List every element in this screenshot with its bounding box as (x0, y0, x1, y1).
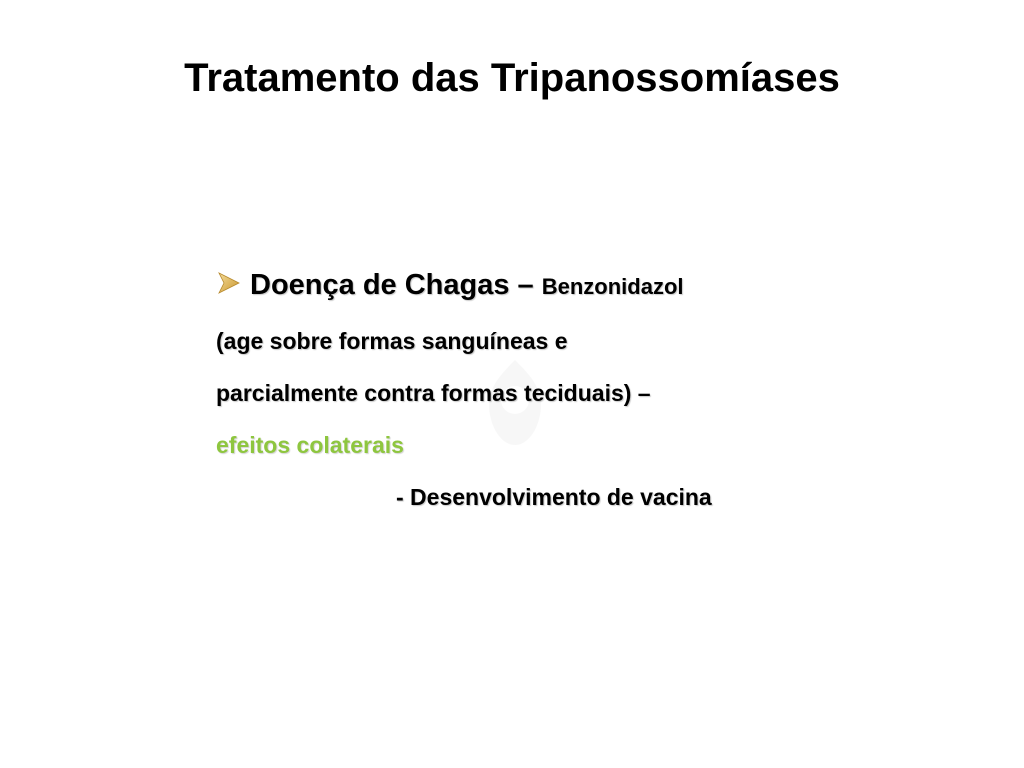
disease-name: Doença de Chagas – (250, 269, 542, 301)
bullet-heading-line (216, 262, 684, 310)
description-line-1: (age sobre formas sanguíneas e (216, 328, 568, 354)
side-effects-text: efeitos colaterais (216, 432, 404, 458)
slide-title: Tratamento das Tripanossomíases (184, 56, 840, 100)
arrow-bullet-icon (216, 270, 242, 296)
vaccine-development-text: - Desenvolvimento de vacina (396, 484, 712, 510)
drug-name: Benzonidazol (541, 274, 684, 299)
description-line-2: parcialmente contra formas teciduais) – (216, 380, 651, 406)
